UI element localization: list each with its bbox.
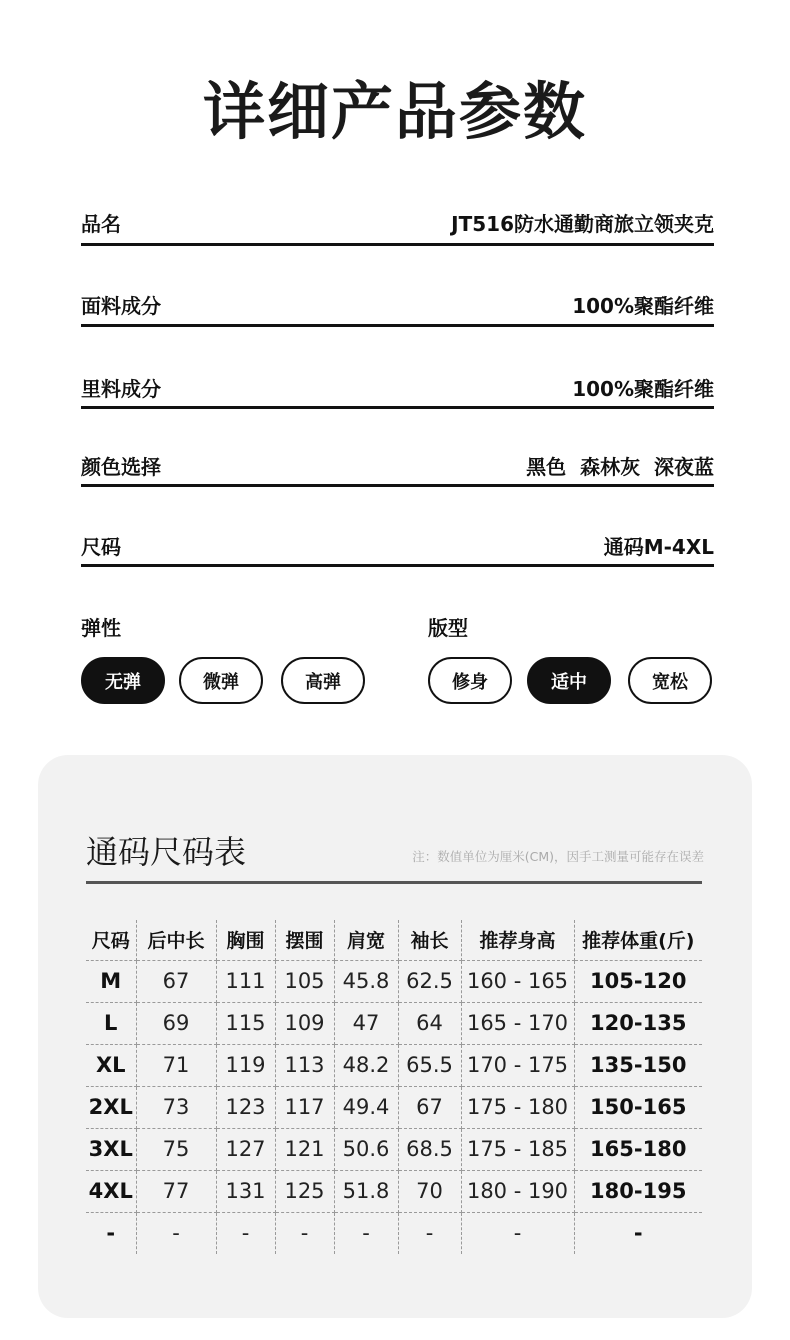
spec-value-size: 通码M-4XL	[603, 535, 714, 559]
size-table-header-row	[86, 920, 702, 960]
cell-weight: 150-165	[574, 1086, 702, 1128]
cell-weight: 105-120	[574, 960, 702, 1002]
header-height: 推荐身高	[461, 920, 574, 960]
cell-chest: 123	[216, 1086, 275, 1128]
cell-size: M	[86, 960, 136, 1002]
cell-shoulder: 49.4	[334, 1086, 398, 1128]
cell-weight: 120-135	[574, 1002, 702, 1044]
cell-size: -	[86, 1212, 136, 1254]
cell-size: 3XL	[86, 1128, 136, 1170]
cell-chest: 127	[216, 1128, 275, 1170]
header-hem: 摆围	[275, 920, 334, 960]
table-row	[86, 1086, 702, 1128]
elasticity-label: 弹性	[81, 616, 121, 640]
cell-shoulder: 50.6	[334, 1128, 398, 1170]
spec-label-lining: 里料成分	[81, 377, 161, 401]
cell-weight: -	[633, 1221, 643, 1246]
spec-value-lining: 100%聚酯纤维	[572, 377, 714, 401]
fit-option-regular[interactable]: 适中	[527, 657, 611, 704]
header-sleeve: 袖长	[398, 920, 461, 960]
cell-size: 4XL	[86, 1170, 136, 1212]
table-row	[86, 1002, 702, 1044]
cell-height: -	[461, 1212, 574, 1254]
spec-label-name: 品名	[81, 212, 121, 236]
cell-shoulder: -	[334, 1212, 398, 1254]
cell-sleeve: 68.5	[398, 1128, 461, 1170]
header-size: 尺码	[86, 920, 136, 960]
table-row	[86, 1044, 702, 1086]
cell-height: 175 - 185	[461, 1128, 574, 1170]
cell-sleeve: 70	[398, 1170, 461, 1212]
cell-chest: 111	[216, 960, 275, 1002]
spec-label-fabric: 面料成分	[81, 294, 161, 318]
table-row	[86, 1212, 702, 1254]
cell-weight: 165-180	[574, 1128, 702, 1170]
cell-hem: 117	[275, 1086, 334, 1128]
cell-height: 165 - 170	[461, 1002, 574, 1044]
size-table-note: 注：数值单位为厘米(CM)，因手工测量可能存在误差	[412, 849, 704, 864]
spec-divider	[81, 564, 714, 567]
cell-back-length: 77	[136, 1170, 216, 1212]
cell-height: 170 - 175	[461, 1044, 574, 1086]
spec-divider	[81, 243, 714, 246]
cell-height: 175 - 180	[461, 1086, 574, 1128]
cell-back-length: -	[136, 1212, 216, 1254]
fit-label: 版型	[428, 616, 468, 640]
cell-back-length: 75	[136, 1128, 216, 1170]
header-shoulder: 肩宽	[334, 920, 398, 960]
cell-chest: 131	[216, 1170, 275, 1212]
cell-sleeve: -	[398, 1212, 461, 1254]
size-table	[86, 920, 702, 1254]
cell-sleeve: 65.5	[398, 1044, 461, 1086]
cell-chest: -	[216, 1212, 275, 1254]
table-row	[86, 1170, 702, 1212]
table-row	[86, 960, 702, 1002]
cell-sleeve: 62.5	[398, 960, 461, 1002]
cell-height: 160 - 165	[461, 960, 574, 1002]
cell-size: XL	[86, 1044, 136, 1086]
size-table-card	[38, 755, 752, 1318]
cell-height: 180 - 190	[461, 1170, 574, 1212]
spec-value-name: JT516防水通勤商旅立领夹克	[451, 212, 714, 236]
header-chest: 胸围	[216, 920, 275, 960]
spec-divider	[81, 324, 714, 327]
fit-option-loose[interactable]: 宽松	[628, 657, 712, 704]
cell-size: L	[86, 1002, 136, 1044]
cell-hem: 105	[275, 960, 334, 1002]
table-row	[86, 1128, 702, 1170]
spec-divider	[81, 484, 714, 487]
elasticity-option-high[interactable]: 高弹	[281, 657, 365, 704]
cell-shoulder: 45.8	[334, 960, 398, 1002]
elasticity-option-slight[interactable]: 微弹	[179, 657, 263, 704]
cell-chest: 115	[216, 1002, 275, 1044]
cell-hem: 121	[275, 1128, 334, 1170]
spec-label-color: 颜色选择	[81, 455, 161, 479]
page-title: 详细产品参数	[202, 75, 587, 148]
cell-back-length: 67	[136, 960, 216, 1002]
cell-hem: 109	[275, 1002, 334, 1044]
cell-size: 2XL	[86, 1086, 136, 1128]
cell-back-length: 73	[136, 1086, 216, 1128]
size-table-divider	[86, 881, 702, 884]
cell-shoulder: 47	[334, 1002, 398, 1044]
fit-option-slim[interactable]: 修身	[428, 657, 512, 704]
cell-back-length: 69	[136, 1002, 216, 1044]
elasticity-option-none[interactable]: 无弹	[81, 657, 165, 704]
cell-hem: 113	[275, 1044, 334, 1086]
cell-back-length: 71	[136, 1044, 216, 1086]
spec-divider	[81, 406, 714, 409]
cell-hem: 125	[275, 1170, 334, 1212]
cell-shoulder: 51.8	[334, 1170, 398, 1212]
spec-value-color: 黑色 森林灰 深夜蓝	[526, 455, 714, 479]
cell-sleeve: 67	[398, 1086, 461, 1128]
cell-hem: -	[275, 1212, 334, 1254]
header-weight: 推荐体重(斤)	[574, 920, 702, 960]
header-back-length: 后中长	[136, 920, 216, 960]
cell-weight: 135-150	[574, 1044, 702, 1086]
cell-chest: 119	[216, 1044, 275, 1086]
cell-sleeve: 64	[398, 1002, 461, 1044]
spec-label-size: 尺码	[81, 535, 121, 559]
spec-value-fabric: 100%聚酯纤维	[572, 294, 714, 318]
size-table-title: 通码尺码表	[86, 833, 247, 871]
cell-weight: 180-195	[574, 1170, 702, 1212]
cell-shoulder: 48.2	[334, 1044, 398, 1086]
